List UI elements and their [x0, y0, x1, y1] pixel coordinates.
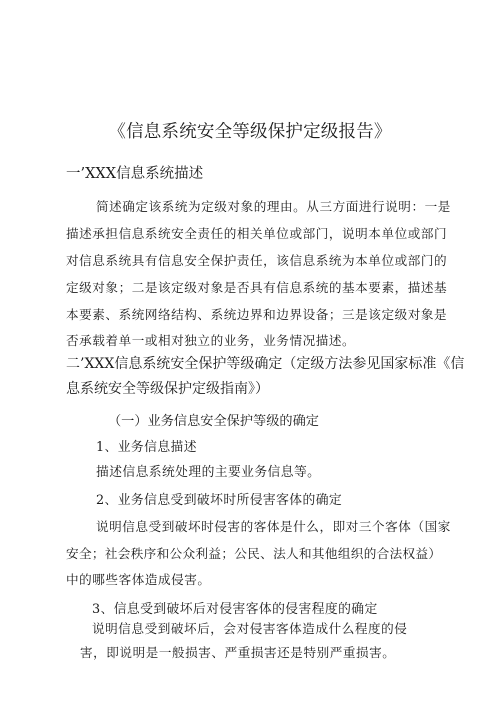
item3-line: 说明信息受到破坏后，会对侵害客体造成什么程度的侵 — [92, 621, 408, 636]
item1-title: 1、业务信息描述 — [96, 440, 197, 455]
item2-line: 说明信息受到破坏时侵害的客体是什么，即对三个客体（国家 — [96, 519, 451, 534]
section1-line: 本要素、系统网络结构、系统边界和边界设备；三是该定级对象是 — [66, 307, 448, 322]
document-title: 《信息系统安全等级保护定级报告》 — [108, 122, 392, 142]
item2-title: 2、业务信息受到破坏时所侵害客体的确定 — [96, 493, 343, 508]
subsection-heading: （一）业务信息安全保护等级的确定 — [108, 414, 319, 429]
section1-line: 否承载着单一或相对独立的业务，业务情况描述。 — [66, 333, 356, 348]
item2-line: 安全；社会秩序和公众利益；公民、法人和其他组织的合法权益） — [66, 546, 442, 561]
item1-text: 描述信息系统处理的主要业务信息等。 — [96, 465, 321, 480]
section1-line: 对信息系统具有信息安全保护责任，该信息系统为本单位或部门的 — [66, 253, 448, 268]
section2-heading-line: 息系统安全等级保护定级指南》） — [66, 381, 269, 397]
section1-line: 简述确定该系统为定级对象的理由。从三方面进行说明：一是 — [96, 199, 451, 214]
item3-title: 3、信息受到破坏后对侵害客体的侵害程度的确定 — [92, 602, 378, 617]
item3-line: 害，即说明是一般损害、严重损害还是特别严重损害。 — [80, 645, 396, 660]
section1-line: 描述承担信息系统安全责任的相关单位或部门，说明本单位或部门 — [66, 226, 448, 241]
section2-heading-line: 二’XXX信息系统安全保护等级确定（定级方法参见国家标准《信 — [66, 356, 465, 372]
section1-heading: 一’XXX信息系统描述 — [66, 166, 204, 182]
item2-line: 中的哪些客体造成侵害。 — [66, 572, 211, 587]
section1-line: 定级对象；二是该定级对象是否具有信息系统的基本要素，描述基 — [66, 280, 448, 295]
